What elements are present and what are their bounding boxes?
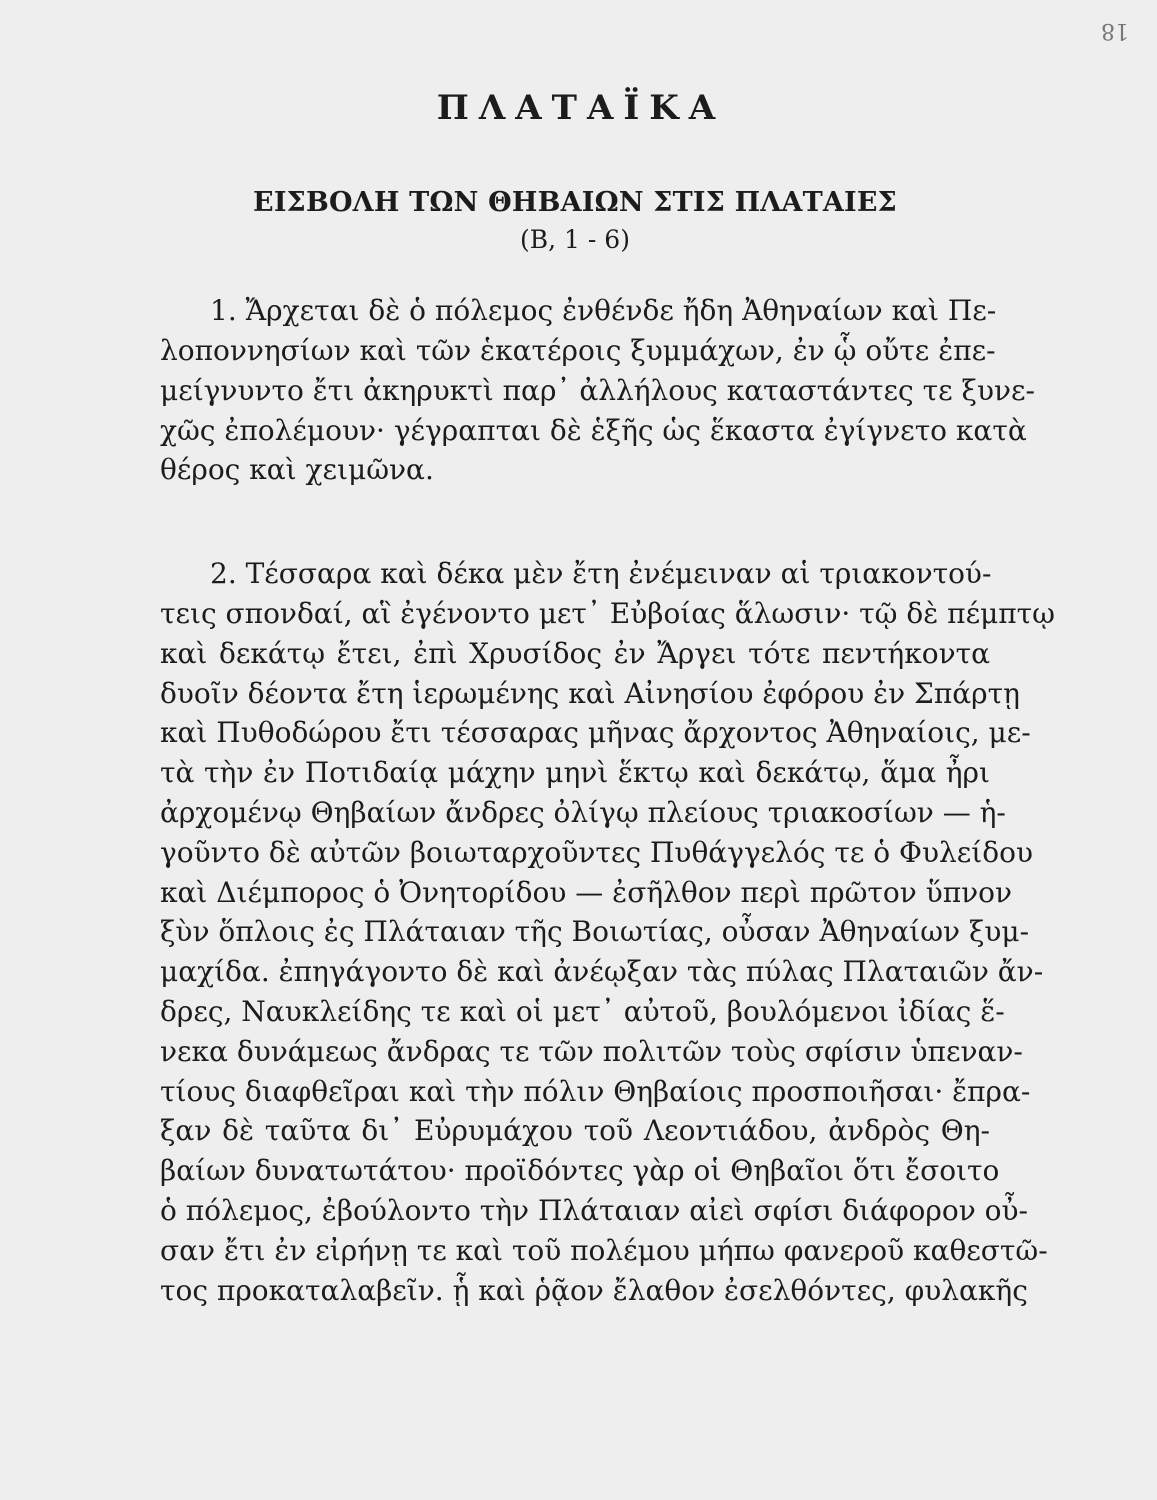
text-line: καὶ Διέμπορος ὁ Ὀνητορίδου — ἐσῆλθον περὶ πρῶτον ὕπνον	[160, 875, 1013, 909]
paragraph-2	[160, 554, 1056, 1310]
text-line: νεκα δυνάμεως ἄνδρας τε τῶν πολιτῶν τοὺς σφίσιν ὑπεναν-	[160, 1034, 1023, 1068]
text-line: μαχίδα. ἐπηγάγοντο δὲ καὶ ἀνέῳξαν τὰς πύλας Πλαταιῶν ἄν-	[160, 955, 1044, 989]
text-line: σαν ἔτι ἐν εἰρήνῃ τε καὶ τοῦ πολέμου μήπω φανεροῦ καθεστῶ-	[160, 1233, 1048, 1267]
text-line: τος προκαταλαβεῖν. ᾗ καὶ ῥᾷον ἔλαθον ἐσελθόντες, φυλακῆς	[160, 1273, 1028, 1307]
text-line: γοῦντο δὲ αὐτῶν βοιωταρχοῦντες Πυθάγγελός τε ὁ Φυλείδου	[160, 835, 1033, 869]
text-line: καὶ δεκάτῳ ἔτει, ἐπὶ Χρυσίδος ἐν Ἄργει τότε πεντήκοντα	[160, 636, 990, 670]
text-line: τὰ τὴν ἐν Ποτιδαίᾳ μάχην μηνὶ ἕκτῳ καὶ δεκάτῳ, ἅμα ἦρι	[160, 756, 990, 790]
text-line: ξαν δὲ ταῦτα δι᾽ Εὐρυμάχου τοῦ Λεοντιάδου, ἀνδρὸς Θη-	[160, 1114, 990, 1148]
text-line: ὁ πόλεμος, ἐβούλοντο τὴν Πλάταιαν αἰεὶ σφίσι διάφορον οὖ-	[160, 1193, 1028, 1227]
text-line: βαίων δυνατωτάτου· προϊδόντες γὰρ οἱ Θηβαῖοι ὅτι ἔσοιτο	[160, 1154, 1000, 1188]
text-line: ξὺν ὅπλοις ἐς Πλάταιαν τῆς Βοιωτίας, οὖσαν Ἀθηναίων ξυμ-	[160, 915, 1030, 949]
section-title: ΕΙΣΒΟΛΗ ΤΩΝ ΘΗΒΑΙΩΝ ΣΤΙΣ ΠΛΑΤΑΙΕΣ	[253, 186, 897, 218]
text-line: καὶ Πυθοδώρου ἔτι τέσσαρας μῆνας ἄρχοντος Ἀθηναίοις, με-	[160, 716, 1031, 750]
text-line: δυοῖν δέοντα ἔτη ἱερωμένης καὶ Αἰνησίου ἐφόρου ἐν Σπάρτῃ	[160, 676, 1020, 710]
text-line: 1. Ἄρχεται δὲ ὁ πόλεμος ἐνθένδε ἤδη Ἀθηναίων καὶ Πε-	[210, 294, 997, 328]
text-line: θέρος καὶ χειμῶνα.	[160, 453, 434, 487]
page-content	[160, 88, 1056, 1310]
text-line: τεις σπονδαί, αἳ ἐγένοντο μετ᾽ Εὐβοίας ἅλωσιν· τῷ δὲ πέμπτῳ	[160, 596, 1056, 630]
page-number: 18	[1101, 18, 1129, 43]
text-line: μείγνυντο ἔτι ἀκηρυκτὶ παρ᾽ ἀλλήλους καταστάντες τε ξυνε-	[160, 373, 1035, 407]
section-reference: (Β, 1 - 6)	[520, 225, 630, 255]
text-line: ἀρχομένῳ Θηβαίων ἄνδρες ὀλίγῳ πλείους τριακοσίων — ἡ-	[160, 795, 1006, 829]
paragraph-1	[160, 291, 1035, 490]
chapter-title: ΠΛΑΤΑΪΚΑ	[436, 88, 726, 128]
text-line: δρες, Ναυκλείδης τε καὶ οἱ μετ᾽ αὐτοῦ, βουλόμενοι ἰδίας ἕ-	[160, 994, 1005, 1028]
text-line: λοποννησίων καὶ τῶν ἑκατέροις ξυμμάχων, ἐν ᾧ οὔτε ἐπε-	[160, 333, 996, 367]
text-line: τίους διαφθεῖραι καὶ τὴν πόλιν Θηβαίοις προσποιῆσαι· ἔπρα-	[160, 1074, 1031, 1108]
text-line: 2. Τέσσαρα καὶ δέκα μὲν ἔτη ἐνέμειναν αἱ τριακοντού-	[210, 557, 992, 591]
text-line: χῶς ἐπολέμουν· γέγραπται δὲ ἑξῆς ὡς ἕκαστα ἐγίγνετο κατὰ	[160, 413, 1027, 447]
